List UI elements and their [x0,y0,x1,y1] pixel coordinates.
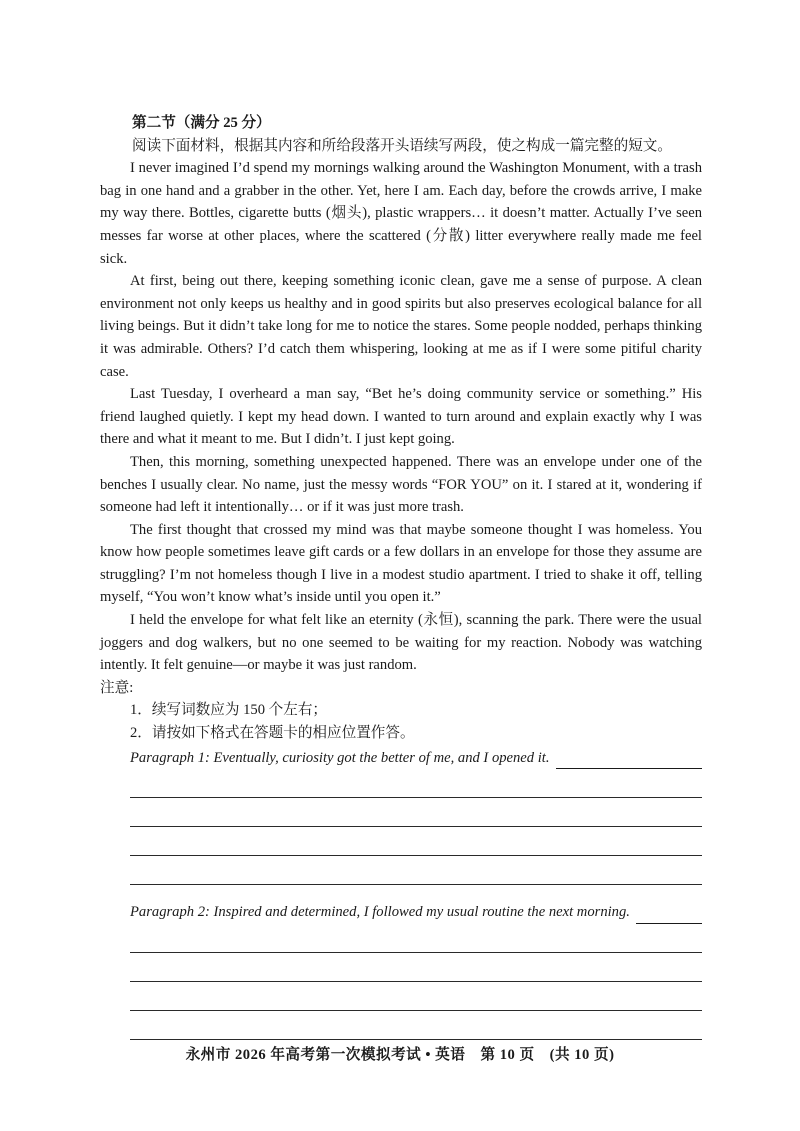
paragraph-1-prompt [130,747,702,770]
passage-paragraph-1: I never imagined I’d spend my mornings walking around the Washington Monument, with a trash bag in one hand and a grabber in the other. Yet, here I am. Each day, before the crowds arrive, I make my way there. Bottles, cigarette butts (烟头), plastic wrappers… it doesn’t matter. Actually I’ve seen messes far worse at other places, where the scattered (分散) litter everywhere really made me feel sick. [100,160,702,267]
note-item: 1．续写词数应为 150 个左右； [130,702,328,719]
paragraph-1-prompt-text: Paragraph 1: Eventually, curiosity got the better of me, and I opened it. [130,749,550,766]
answer-line[interactable] [130,769,702,798]
answer-line[interactable] [130,924,702,953]
note-item: 2．请按如下格式在答题卡的相应位置作答。 [130,725,415,742]
section-title: 第二节（满分 25 分） [132,115,271,131]
passage-paragraph-4: Then, this morning, something unexpected happened. There was an envelope under one of the benches I usually clear. No name, just the messy words “FOR YOU” on it. I stared at it, wondering if someone had left it intentionally… or if it was just more trash. [100,453,702,516]
passage-paragraph-6: I held the envelope for what felt like an eternity (永恒), scanning the park. There were the usual joggers and dog walkers, but no one seemed to be waiting for my reaction. Nobody was watching intently. It felt genuine—or maybe it was just random. [100,612,702,674]
answer-line[interactable] [130,798,702,827]
answer-line-inline[interactable] [636,907,702,924]
paragraph-2-prompt [130,901,702,924]
answer-line[interactable] [130,953,702,982]
passage-paragraph-2: At first, being out there, keeping something iconic clean, gave me a sense of purpose. A clean environment not only keeps us healthy and in good spirits but also preserves ecological balance for all living beings. But it didn’t take long for me to notice the stares. Some people nodded, perhaps thinking it was admirable. Others? I’d catch them whispering, looking at me as if I were some pitiful charity case. [100,273,702,380]
notes-label: 注意: [100,679,134,696]
answer-line[interactable] [130,982,702,1011]
answer-line[interactable] [130,1011,702,1040]
section-instruction: 阅读下面材料，根据其内容和所给段落开头语续写两段，使之构成一篇完整的短文。 [132,137,672,154]
content-area [100,112,702,1040]
paragraph-2-prompt-text: Paragraph 2: Inspired and determined, I followed my usual routine the next morning. [130,904,630,921]
page-footer: 永州市 2026 年高考第一次模拟考试 • 英语 第 10 页 (共 10 页) [185,1047,615,1063]
answer-line[interactable] [130,856,702,885]
spacer [100,885,702,899]
notes-list [100,699,702,744]
passage-paragraph-3: Last Tuesday, I overheard a man say, “Bet he’s doing community service or something.” His friend laughed quietly. I kept my head down. I wanted to turn around and explain exactly why I was there and what it meant to me. But I didn’t. I just kept going. [100,386,702,448]
passage-paragraph-5: The first thought that crossed my mind was that maybe someone thought I was homeless. You know how people sometimes leave gift cards or a few dollars in an envelope for those they assume are struggling? I’m not homeless though I live in a modest studio apartment. I tried to shake it off, telling myself, “You won’t know what’s inside until you open it.” [100,521,702,606]
answer-line-inline[interactable] [556,752,703,769]
answer-line[interactable] [130,827,702,856]
